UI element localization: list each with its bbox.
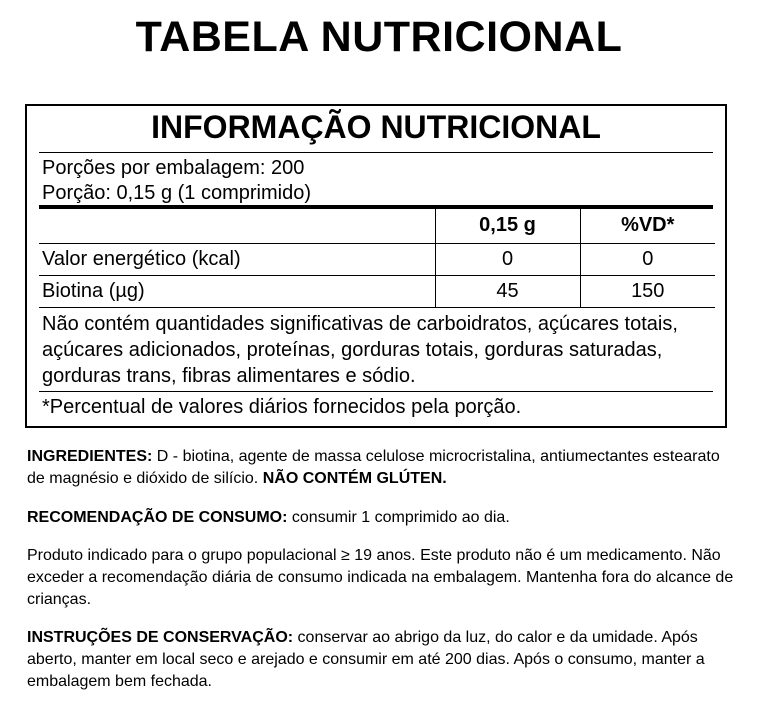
table-header-row (39, 209, 715, 243)
recommendation-text: consumir 1 comprimido ao dia. (287, 509, 510, 526)
ingredients-section (27, 446, 737, 490)
nutrient-amount: 0 (435, 243, 580, 275)
nutrition-facts-table (25, 104, 727, 428)
nutrition-table-header: INFORMAÇÃO NUTRICIONAL (39, 106, 713, 153)
nutrient-vd: 150 (580, 275, 715, 307)
gluten-warning: NÃO CONTÉM GLÚTEN. (262, 470, 447, 487)
vd-footnote: *Percentual de valores diários fornecidos pela porção. (42, 395, 522, 418)
storage-label: INSTRUÇÕES DE CONSERVAÇÃO: (27, 629, 294, 646)
recommendation-section (27, 507, 737, 529)
ingredients-text: D - biotina, agente de massa celulose microcristalina, antiumectantes estearato de magnésio e dióxido de silício. (27, 448, 720, 487)
column-header-amount: 0,15 g (435, 209, 580, 243)
nutrients-table (39, 209, 715, 308)
nutrient-amount: 45 (435, 275, 580, 307)
not-contains-note: Não contém quantidades significativas de carboidratos, açúcares totais, açúcares adicionados, proteínas, gorduras totais, gorduras saturadas, gorduras trans, fibras alimentares e sódio. (39, 308, 713, 392)
nutrient-label: Biotina (µg) (39, 275, 435, 307)
nutrient-label: Valor energético (kcal) (39, 243, 435, 275)
column-header-vd: %VD* (580, 209, 715, 243)
portion-info (39, 153, 713, 209)
storage-section (27, 627, 737, 693)
nutrient-vd: 0 (580, 243, 715, 275)
warning-section: Produto indicado para o grupo populacional ≥ 19 anos. Este produto não é um medicamento. Não exceder a recomendação diária de consumo indicada na embalagem. Mantenha fora do alcance de crianças. (27, 547, 734, 608)
page-title: TABELA NUTRICIONAL (135, 13, 623, 61)
recommendation-label: RECOMENDAÇÃO DE CONSUMO: (27, 509, 288, 526)
table-row (39, 243, 715, 275)
portions-per-package: Porções por embalagem: 200 (42, 157, 305, 179)
storage-text: conservar ao abrigo da luz, do calor e da umidade. Após aberto, manter em local seco e arejado e consumir em até 200 dias. Após o consumo, manter a embalagem bem fechada. (27, 629, 705, 690)
ingredients-label: INGREDIENTES: (27, 448, 153, 465)
table-row (39, 275, 715, 307)
column-header-nutrient (39, 209, 435, 243)
portion-size: Porção: 0,15 g (1 comprimido) (42, 182, 312, 204)
